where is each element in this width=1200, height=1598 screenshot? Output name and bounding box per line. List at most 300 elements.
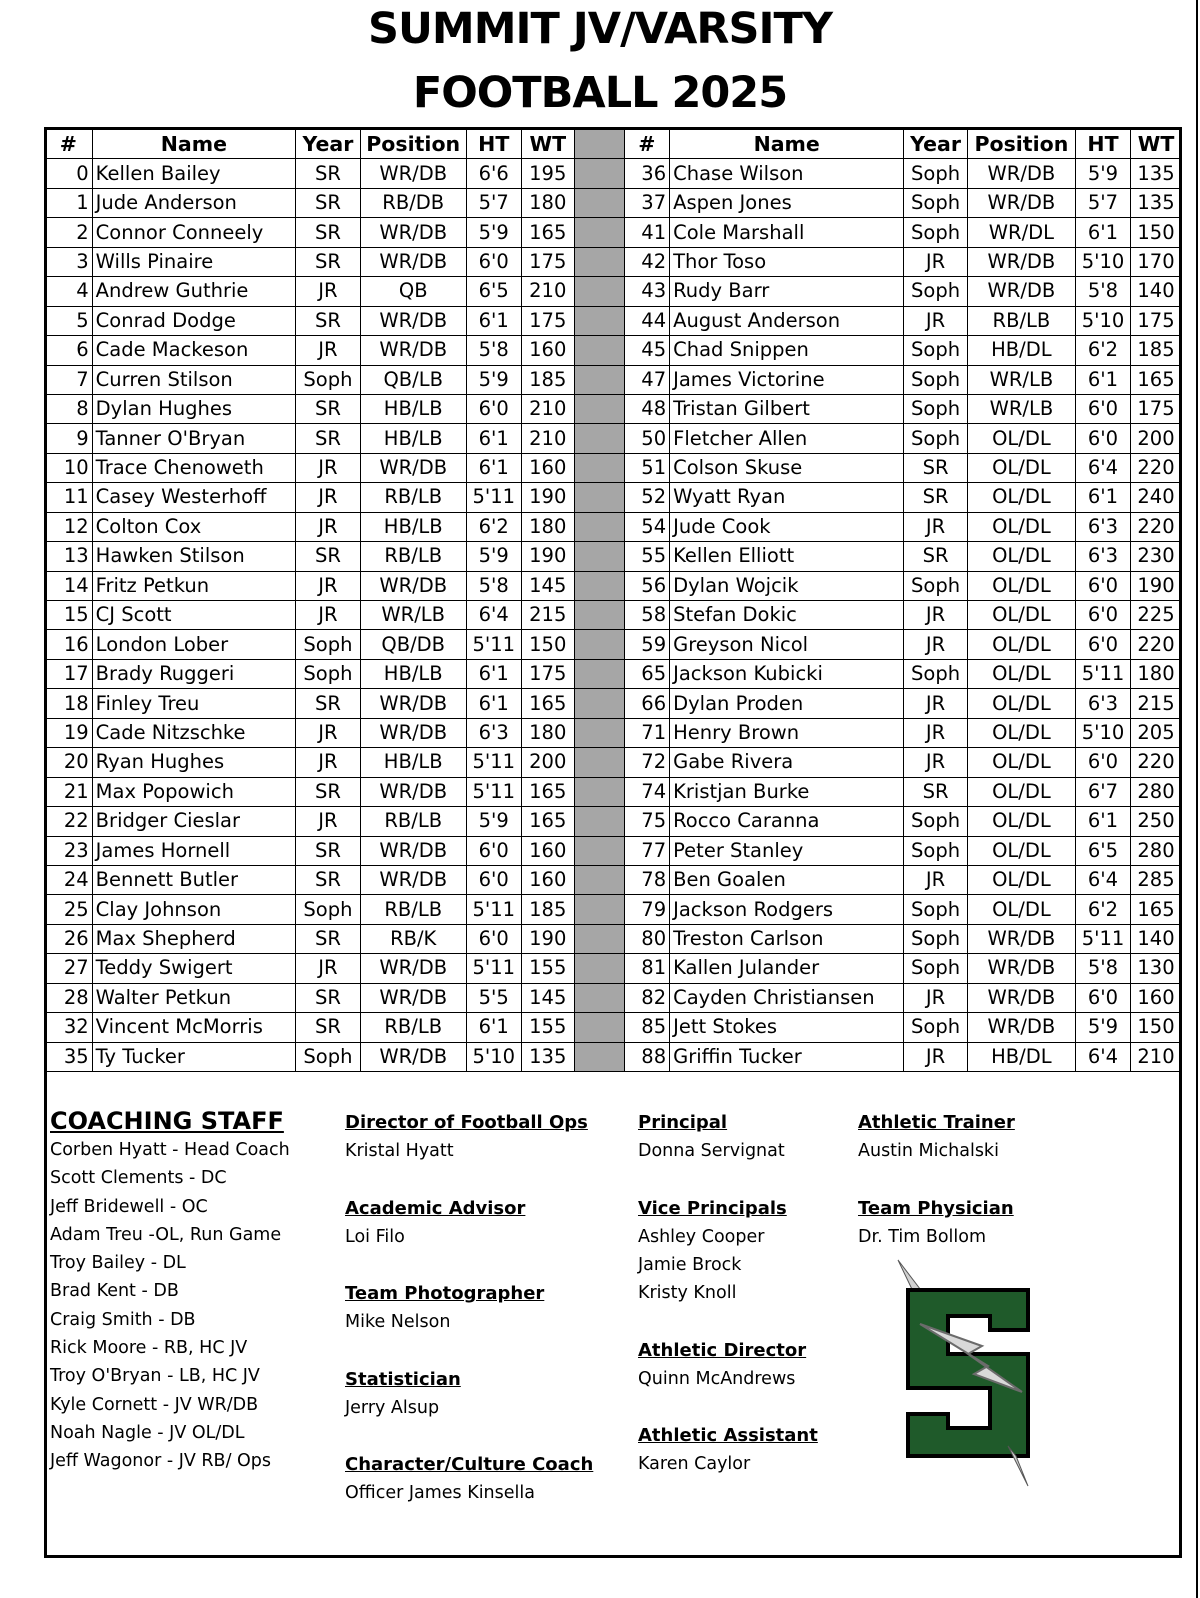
- player-number: 56: [624, 571, 670, 600]
- column-divider: [574, 571, 624, 600]
- player-number: 0: [45, 159, 93, 188]
- player-height: 5'8: [466, 336, 521, 365]
- player-position: WR/DB: [967, 954, 1075, 983]
- player-year: JR: [296, 512, 361, 541]
- player-name: Kellen Elliott: [670, 542, 904, 571]
- player-year: SR: [296, 865, 361, 894]
- player-number: 1: [45, 188, 93, 217]
- player-number: 42: [624, 247, 670, 276]
- staff-name: Dr. Tim Bollom: [858, 1226, 987, 1247]
- player-position: OL/DL: [967, 748, 1075, 777]
- header-height-left: HT: [466, 129, 521, 159]
- player-name: Jackson Kubicki: [670, 659, 904, 688]
- player-weight: 190: [521, 483, 574, 512]
- player-name: Rudy Barr: [670, 277, 904, 306]
- table-row: [45, 512, 1182, 541]
- staff-name: Kristy Knoll: [638, 1283, 737, 1304]
- staff-name: Jamie Brock: [638, 1254, 742, 1275]
- player-position: HB/LB: [360, 659, 466, 688]
- player-position: OL/DL: [967, 542, 1075, 571]
- player-number: 80: [624, 924, 670, 953]
- player-position: OL/DL: [967, 453, 1075, 482]
- player-name: Connor Conneely: [92, 218, 295, 247]
- column-divider: [574, 983, 624, 1012]
- staff-section-heading: Athletic Director: [638, 1339, 807, 1361]
- player-number: 13: [45, 542, 93, 571]
- page-title-line-2: FOOTBALL 2025: [412, 68, 788, 118]
- player-number: 35: [45, 1042, 93, 1071]
- coaching-staff-heading: COACHING STAFF: [50, 1107, 284, 1135]
- table-row: [45, 277, 1182, 306]
- player-weight: 180: [521, 512, 574, 541]
- player-year: JR: [296, 954, 361, 983]
- player-year: SR: [904, 777, 968, 806]
- coach-entry: Craig Smith - DB: [50, 1309, 196, 1330]
- player-name: Finley Treu: [92, 689, 295, 718]
- player-weight: 165: [1131, 895, 1182, 924]
- player-name: August Anderson: [670, 306, 904, 335]
- column-divider: [574, 748, 624, 777]
- player-height: 5'11: [466, 630, 521, 659]
- player-name: Kellen Bailey: [92, 159, 295, 188]
- player-height: 6'1: [466, 659, 521, 688]
- player-year: Soph: [296, 1042, 361, 1071]
- staff-section-heading: Athletic Assistant: [638, 1425, 818, 1447]
- player-weight: 160: [1131, 983, 1182, 1012]
- player-number: 27: [45, 954, 93, 983]
- player-number: 85: [624, 1013, 670, 1042]
- player-name: Wills Pinaire: [92, 247, 295, 276]
- player-name: Chase Wilson: [670, 159, 904, 188]
- player-number: 47: [624, 365, 670, 394]
- player-weight: 210: [521, 277, 574, 306]
- coach-entry: Kyle Cornett - JV WR/DB: [50, 1394, 259, 1415]
- table-row: [45, 718, 1182, 747]
- player-height: 6'7: [1075, 777, 1130, 806]
- staff-name: Donna Servignat: [638, 1141, 785, 1161]
- table-row: [45, 218, 1182, 247]
- table-row: [45, 365, 1182, 394]
- player-number: 7: [45, 365, 93, 394]
- column-divider: [574, 542, 624, 571]
- player-height: 6'1: [466, 689, 521, 718]
- player-year: Soph: [904, 394, 968, 423]
- player-year: SR: [296, 777, 361, 806]
- player-weight: 165: [521, 218, 574, 247]
- player-name: Colson Skuse: [670, 453, 904, 482]
- player-number: 51: [624, 453, 670, 482]
- player-height: 6'0: [466, 394, 521, 423]
- player-name: Cade Mackeson: [92, 336, 295, 365]
- player-weight: 230: [1131, 542, 1182, 571]
- staff-section-heading: Team Physician: [858, 1197, 1014, 1219]
- header-weight-left: WT: [521, 129, 574, 159]
- column-divider: [574, 483, 624, 512]
- player-position: WR/DB: [360, 954, 466, 983]
- staff-column-3: [638, 1108, 848, 1479]
- player-weight: 155: [521, 1013, 574, 1042]
- player-weight: 180: [521, 718, 574, 747]
- player-year: Soph: [904, 424, 968, 453]
- table-row: [45, 1042, 1182, 1071]
- player-year: Soph: [904, 924, 968, 953]
- player-weight: 150: [1131, 1013, 1182, 1042]
- player-position: WR/LB: [967, 394, 1075, 423]
- player-weight: 175: [1131, 306, 1182, 335]
- player-year: Soph: [904, 336, 968, 365]
- player-year: JR: [296, 601, 361, 630]
- player-position: RB/LB: [360, 807, 466, 836]
- player-name: Walter Petkun: [92, 983, 295, 1012]
- player-height: 6'1: [466, 1013, 521, 1042]
- player-height: 6'0: [1075, 394, 1130, 423]
- staff-section-heading: Vice Principals: [638, 1197, 787, 1219]
- player-number: 58: [624, 601, 670, 630]
- player-year: SR: [296, 306, 361, 335]
- player-height: 5'11: [1075, 924, 1130, 953]
- player-height: 6'0: [1075, 630, 1130, 659]
- player-weight: 145: [521, 983, 574, 1012]
- player-name: Dylan Wojcik: [670, 571, 904, 600]
- column-divider: [574, 1013, 624, 1042]
- player-name: Ryan Hughes: [92, 748, 295, 777]
- column-divider: [574, 924, 624, 953]
- player-name: James Hornell: [92, 836, 295, 865]
- staff-name: Jerry Alsup: [345, 1397, 440, 1418]
- table-row: [45, 571, 1182, 600]
- player-year: Soph: [904, 571, 968, 600]
- header-position-left: Position: [360, 129, 466, 159]
- player-year: SR: [296, 1013, 361, 1042]
- table-row: [45, 895, 1182, 924]
- coaching-staff-column: [50, 1106, 340, 1476]
- player-year: SR: [296, 159, 361, 188]
- table-row: [45, 424, 1182, 453]
- column-divider: [574, 336, 624, 365]
- player-position: WR/DB: [360, 218, 466, 247]
- player-name: Bridger Cieslar: [92, 807, 295, 836]
- player-position: WR/DB: [967, 924, 1075, 953]
- player-year: Soph: [904, 659, 968, 688]
- player-name: Tristan Gilbert: [670, 394, 904, 423]
- column-divider: [574, 424, 624, 453]
- player-height: 6'0: [1075, 601, 1130, 630]
- player-name: James Victorine: [670, 365, 904, 394]
- player-year: JR: [904, 247, 968, 276]
- player-year: Soph: [904, 836, 968, 865]
- player-year: JR: [904, 630, 968, 659]
- player-weight: 160: [521, 336, 574, 365]
- player-position: OL/DL: [967, 777, 1075, 806]
- player-height: 6'4: [466, 601, 521, 630]
- player-year: JR: [904, 865, 968, 894]
- player-weight: 200: [1131, 424, 1182, 453]
- player-position: OL/DL: [967, 630, 1075, 659]
- player-name: Treston Carlson: [670, 924, 904, 953]
- staff-section-heading: Team Photographer: [345, 1283, 545, 1305]
- player-position: WR/DB: [360, 247, 466, 276]
- player-number: 45: [624, 336, 670, 365]
- player-year: Soph: [296, 365, 361, 394]
- player-number: 18: [45, 689, 93, 718]
- player-height: 5'10: [1075, 247, 1130, 276]
- player-year: JR: [296, 571, 361, 600]
- player-height: 6'0: [1075, 424, 1130, 453]
- player-name: Griffin Tucker: [670, 1042, 904, 1071]
- player-position: RB/LB: [360, 483, 466, 512]
- player-year: JR: [904, 689, 968, 718]
- table-row: [45, 983, 1182, 1012]
- table-row: [45, 1013, 1182, 1042]
- header-position-right: Position: [967, 129, 1075, 159]
- player-height: 6'0: [466, 865, 521, 894]
- player-weight: 240: [1131, 483, 1182, 512]
- column-divider: [574, 777, 624, 806]
- column-divider: [574, 954, 624, 983]
- player-weight: 160: [521, 453, 574, 482]
- player-number: 8: [45, 394, 93, 423]
- player-height: 6'2: [1075, 336, 1130, 365]
- player-number: 54: [624, 512, 670, 541]
- player-name: Dylan Proden: [670, 689, 904, 718]
- player-weight: 210: [521, 394, 574, 423]
- staff-name: Loi Filo: [345, 1226, 405, 1247]
- player-name: Vincent McMorris: [92, 1013, 295, 1042]
- player-number: 37: [624, 188, 670, 217]
- player-height: 6'1: [1075, 365, 1130, 394]
- player-height: 6'0: [466, 247, 521, 276]
- player-year: JR: [904, 306, 968, 335]
- player-height: 5'11: [1075, 659, 1130, 688]
- player-height: 5'11: [466, 483, 521, 512]
- player-weight: 280: [1131, 836, 1182, 865]
- table-row: [45, 159, 1182, 188]
- column-divider: [574, 453, 624, 482]
- player-position: QB/DB: [360, 630, 466, 659]
- player-position: OL/DL: [967, 659, 1075, 688]
- player-weight: 190: [521, 924, 574, 953]
- table-row: [45, 630, 1182, 659]
- table-row: [45, 865, 1182, 894]
- table-row: [45, 836, 1182, 865]
- coach-entry: Troy Bailey - DL: [50, 1253, 186, 1274]
- player-name: Thor Toso: [670, 247, 904, 276]
- player-name: Cade Nitzschke: [92, 718, 295, 747]
- player-number: 72: [624, 748, 670, 777]
- player-number: 6: [45, 336, 93, 365]
- player-weight: 190: [521, 542, 574, 571]
- player-name: Greyson Nicol: [670, 630, 904, 659]
- table-row: [45, 689, 1182, 718]
- player-weight: 185: [1131, 336, 1182, 365]
- player-year: SR: [296, 424, 361, 453]
- player-position: RB/DB: [360, 188, 466, 217]
- table-row: [45, 306, 1182, 335]
- player-name: Peter Stanley: [670, 836, 904, 865]
- player-name: Tanner O'Bryan: [92, 424, 295, 453]
- player-name: Henry Brown: [670, 718, 904, 747]
- player-weight: 250: [1131, 807, 1182, 836]
- page-title-line-1: SUMMIT JV/VARSITY: [368, 4, 832, 54]
- column-divider: [574, 394, 624, 423]
- player-name: CJ Scott: [92, 601, 295, 630]
- player-name: Curren Stilson: [92, 365, 295, 394]
- player-height: 5'7: [466, 188, 521, 217]
- staff-section-heading: Principal: [638, 1112, 728, 1133]
- table-row: [45, 453, 1182, 482]
- player-position: OL/DL: [967, 601, 1075, 630]
- player-position: OL/DL: [967, 689, 1075, 718]
- player-height: 6'3: [1075, 542, 1130, 571]
- player-position: QB: [360, 277, 466, 306]
- player-position: RB/LB: [360, 542, 466, 571]
- player-name: Kallen Julander: [670, 954, 904, 983]
- player-position: WR/LB: [360, 601, 466, 630]
- player-position: WR/DB: [967, 247, 1075, 276]
- player-height: 5'8: [1075, 277, 1130, 306]
- column-divider: [574, 630, 624, 659]
- player-year: SR: [904, 453, 968, 482]
- player-weight: 210: [521, 424, 574, 453]
- player-year: Soph: [904, 277, 968, 306]
- player-year: SR: [904, 483, 968, 512]
- section-spacer: [638, 1393, 848, 1421]
- staff-section-heading: Statistician: [345, 1368, 461, 1390]
- player-name: Clay Johnson: [92, 895, 295, 924]
- player-year: Soph: [296, 630, 361, 659]
- player-weight: 220: [1131, 748, 1182, 777]
- player-height: 6'2: [466, 512, 521, 541]
- player-number: 77: [624, 836, 670, 865]
- player-year: Soph: [904, 807, 968, 836]
- player-position: WR/DB: [360, 336, 466, 365]
- player-height: 6'5: [1075, 836, 1130, 865]
- player-number: 21: [45, 777, 93, 806]
- player-weight: 215: [521, 601, 574, 630]
- player-weight: 150: [1131, 218, 1182, 247]
- section-spacer: [638, 1165, 848, 1193]
- staff-name: Austin Michalski: [858, 1141, 999, 1161]
- player-number: 66: [624, 689, 670, 718]
- player-weight: 145: [521, 571, 574, 600]
- player-year: JR: [904, 512, 968, 541]
- player-height: 5'11: [466, 895, 521, 924]
- player-position: WR/DB: [360, 983, 466, 1012]
- player-position: WR/DB: [967, 983, 1075, 1012]
- table-row: [45, 247, 1182, 276]
- player-name: Teddy Swigert: [92, 954, 295, 983]
- coach-entry: Corben Hyatt - Head Coach: [50, 1140, 290, 1160]
- player-number: 22: [45, 807, 93, 836]
- player-number: 52: [624, 483, 670, 512]
- column-divider: [574, 718, 624, 747]
- player-number: 24: [45, 865, 93, 894]
- player-position: HB/DL: [967, 1042, 1075, 1071]
- header-weight-right: WT: [1131, 129, 1182, 159]
- column-divider: [574, 601, 624, 630]
- player-height: 5'10: [1075, 306, 1130, 335]
- player-year: Soph: [904, 188, 968, 217]
- player-height: 5'11: [466, 748, 521, 777]
- player-number: 2: [45, 218, 93, 247]
- player-name: Max Shepherd: [92, 924, 295, 953]
- column-divider: [574, 277, 624, 306]
- player-height: 5'10: [1075, 718, 1130, 747]
- player-weight: 205: [1131, 718, 1182, 747]
- player-number: 12: [45, 512, 93, 541]
- header-name-left: Name: [92, 129, 295, 159]
- player-weight: 225: [1131, 601, 1182, 630]
- player-position: RB/LB: [360, 895, 466, 924]
- staff-column-2: [345, 1108, 625, 1508]
- player-height: 6'4: [1075, 1042, 1130, 1071]
- player-year: Soph: [904, 895, 968, 924]
- section-spacer: [345, 1165, 625, 1193]
- player-number: 48: [624, 394, 670, 423]
- player-position: QB/LB: [360, 365, 466, 394]
- player-weight: 285: [1131, 865, 1182, 894]
- column-divider: [574, 659, 624, 688]
- player-number: 14: [45, 571, 93, 600]
- player-position: WR/DB: [360, 836, 466, 865]
- player-year: SR: [296, 983, 361, 1012]
- player-position: OL/DL: [967, 483, 1075, 512]
- player-weight: 155: [521, 954, 574, 983]
- player-number: 16: [45, 630, 93, 659]
- player-height: 6'6: [466, 159, 521, 188]
- section-spacer: [345, 1422, 625, 1450]
- player-height: 6'4: [1075, 865, 1130, 894]
- staff-section-heading: Director of Football Ops: [345, 1112, 588, 1133]
- player-height: 5'7: [1075, 188, 1130, 217]
- player-name: Andrew Guthrie: [92, 277, 295, 306]
- player-year: SR: [296, 542, 361, 571]
- column-divider: [574, 247, 624, 276]
- player-position: WR/DB: [360, 777, 466, 806]
- header-name-right: Name: [670, 129, 904, 159]
- player-year: Soph: [904, 159, 968, 188]
- player-name: Jude Anderson: [92, 188, 295, 217]
- player-year: SR: [904, 542, 968, 571]
- player-weight: 165: [521, 777, 574, 806]
- header-height-right: HT: [1075, 129, 1130, 159]
- player-weight: 195: [521, 159, 574, 188]
- player-weight: 165: [521, 689, 574, 718]
- player-position: HB/LB: [360, 512, 466, 541]
- player-height: 5'8: [1075, 954, 1130, 983]
- player-name: Chad Snippen: [670, 336, 904, 365]
- player-height: 6'1: [466, 424, 521, 453]
- player-height: 6'1: [466, 306, 521, 335]
- player-name: Kristjan Burke: [670, 777, 904, 806]
- table-row: [45, 483, 1182, 512]
- player-height: 6'4: [1075, 453, 1130, 482]
- player-position: HB/LB: [360, 424, 466, 453]
- player-number: 10: [45, 453, 93, 482]
- player-position: OL/DL: [967, 836, 1075, 865]
- player-year: JR: [296, 718, 361, 747]
- player-height: 6'1: [1075, 218, 1130, 247]
- player-weight: 180: [521, 188, 574, 217]
- player-position: HB/LB: [360, 394, 466, 423]
- table-row: [45, 542, 1182, 571]
- player-name: Cayden Christiansen: [670, 983, 904, 1012]
- player-year: SR: [296, 924, 361, 953]
- staff-name: Kristal Hyatt: [345, 1141, 454, 1161]
- table-row: [45, 924, 1182, 953]
- player-height: 5'11: [466, 777, 521, 806]
- player-number: 59: [624, 630, 670, 659]
